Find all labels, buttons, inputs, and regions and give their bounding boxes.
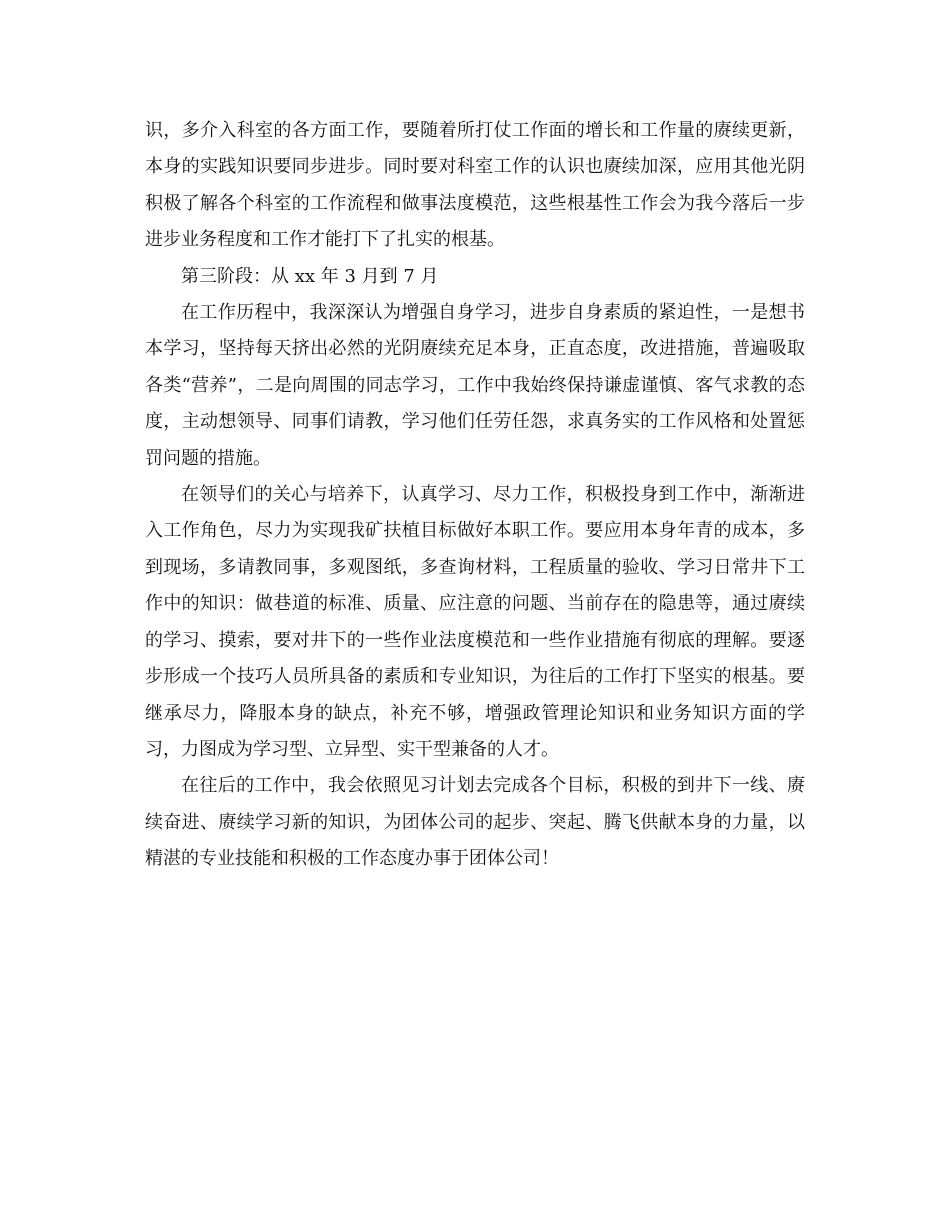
paragraph-future-work: 在往后的工作中，我会依照见习计划去完成各个目标，积极的到井下一线、赓续奋进、赓续学习新的知识，为团体公司的起步、突起、腾飞供献本身的力量，以精湛的专业技能和积极的工作态度办事于团体公司！	[145, 775, 805, 870]
paragraph-continuation: 识，多介入科室的各方面工作，要随着所打仗工作面的增长和工作量的赓续更新，本身的实践知识要同步进步。同时要对科室工作的认识也赓续加深，应用其他光阴积极了解各个科室的工作流程和做事法度模范，这些根基性工作会为我今落后一步进步业务程度和工作才能打下了扎实的根基。	[145, 120, 805, 251]
section-heading-stage-three: 第三阶段：从 xx 年 3 月到 7 月	[181, 265, 439, 287]
document-body	[145, 113, 805, 878]
paragraph-work-training: 在领导们的关心与培养下，认真学习、尽力工作，积极投身到工作中，渐渐进入工作角色，尽力为实现我矿扶植目标做好本职工作。要应用本身年青的成本，多到现场，多请教同事，多观图纸，多查询材料，工程质量的验收、学习日常井下工作中的知识：做巷道的标准、质量、应注意的问题、当前存在的隐患等，通过赓续的学习、摸索，要对井下的一些作业法度模范和一些作业措施有彻底的理解。要逐步形成一个技巧人员所具备的素质和专业知识，为往后的工作打下坚实的根基。要继承尽力，降服本身的缺点，补充不够，增强政管理论知识和业务知识方面的学习，力图成为学习型、立异型、实干型兼备的人才。	[145, 484, 805, 760]
paragraph-self-study: 在工作历程中，我深深认为增强自身学习，进步自身素质的紧迫性，一是想书本学习，坚持每天挤出必然的光阴赓续充足本身，正直态度，改进措施，普遍吸取各类“营养”，二是向周围的同志学习，工作中我始终保持谦虚谨慎、客气求教的态度，主动想领导、同事们请教，学习他们任劳任怨，求真务实的工作风格和处置惩罚问题的措施。	[145, 302, 805, 469]
